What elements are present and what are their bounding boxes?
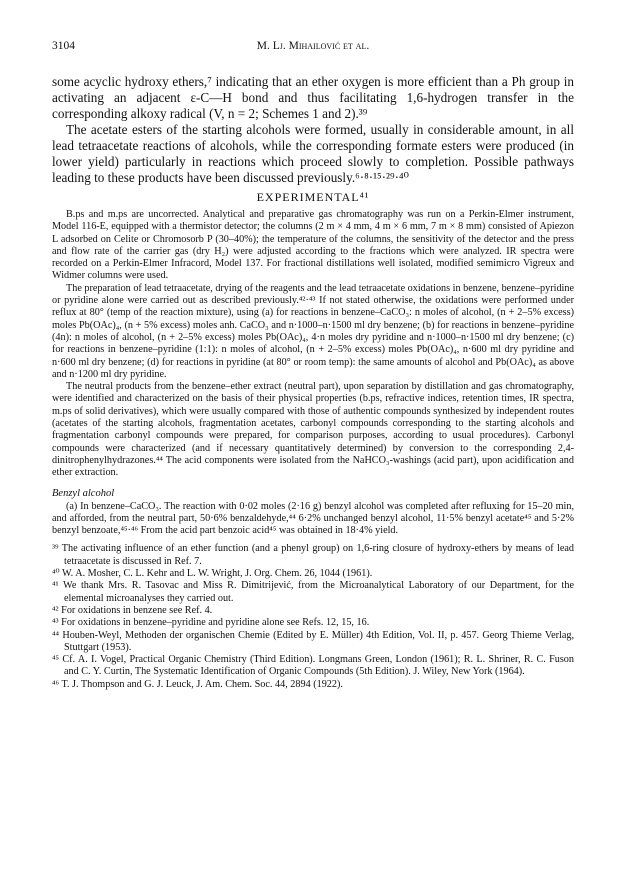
section-heading: EXPERIMENTAL⁴¹ [256, 190, 370, 204]
paragraph: The preparation of lead tetraacetate, drying of the reagents and the lead tetraacetate oxidations in benzene, benzene–pyridine or pyridine alone were carried out as described previously.⁴²·⁴³ If not stated otherwise, the oxidations were performed under reflux at 80° (temp of the reaction mixture), using (a) for reactions in benzene–CaCO₃: n moles of alcohol, (n + 2–5% excess) moles Pb(OAc)₄, (n + 5% excess) moles anh. CaCO₃ and n·1000–n·1500 ml dry benzene; (b) for reactions in benzene–pyridine (4n): n moles of alcohol, (n + 2–5% excess) moles Pb(OAc)₄, 4·n moles dry pyridine and n·1000–n·1500 ml dry benzene; (c) for reactions in benzene–pyridine (1:1): n moles of alcohol, (n + 2–5% excess) moles Pb(OAc)₄, n·600 ml dry pyridine and n·600 ml dry benzene; (d) for reactions in pyridine (at 80° or room temp): the same amounts of alcohol and Pb(OAc)₄ as above and n·1200 ml dry pyridine. [52, 282, 574, 380]
footnote: ⁴⁵ Cf. A. I. Vogel, Practical Organic Chemistry (Third Edition). Longmans Green, London (1961); R. L. Shriner, R. C. Fuson and C. Y. Curtin, The Systematic Identification of Organic Compounds (5th Edition). J. Wiley, New York (1964). [52, 654, 574, 678]
running-author: M. Lj. Mihailović et al. [256, 40, 370, 52]
footnote: ⁴¹ We thank Mrs. R. Tasovac and Miss R. Dimitrijević, from the Microanalytical Laboratory of our Department, for the elemental microanalyses they carried out. [52, 580, 574, 604]
experimental-section [52, 209, 574, 537]
footnote: ⁴⁴ Houben-Weyl, Methoden der organischen Chemie (Edited by E. Müller) 4th Edition, Vol. II, p. 457. Georg Thieme Verlag, Stuttgart (1953). [52, 629, 574, 653]
footnotes [52, 543, 574, 691]
footnote: ³⁹ The activating influence of an ether function (and a phenyl group) on 1,6-ring closure of hydroxy-ethers by means of lead tetraacetate is discussed in Ref. 7. [52, 543, 574, 567]
paragraph: The neutral products from the benzene–ether extract (neutral part), upon separation by distillation and gas chromatography, were identified and characterized on the basis of their physical properties (b.ps, refractive indices, retention times, IR spectra, m.ps of solid derivatives), which were usually compared with those of authentic compounds synthesized by independent routes (acetates of the starting alcohols, fragmentation acetates, carbonyl compounds corresponding to the starting alcohols and fragmentation carbonyl compounds were prepared, for comparison purposes, according to usual procedures). Carbonyl compounds were characterized (and if necessary quantitatively determined) by conversion to the corresponding 2,4-dinitrophenylhydrazones.⁴⁴ The acid components were isolated from the NaHCO₃-washings (acid part), upon acidification and ether extraction. [52, 381, 574, 479]
intro-text [52, 74, 574, 186]
footnote: ⁴⁶ T. J. Thompson and G. J. Leuck, J. Am. Chem. Soc. 44, 2894 (1922). [52, 678, 343, 690]
paragraph: B.ps and m.ps are uncorrected. Analytical and preparative gas chromatography was run on a Perkin-Elmer instrument, Model 116-E, equipped with a thermistor detector; the columns (2 m × 4 mm, 4 m × 6 mm, 7 m × 8 mm) consisted of Apiezon L adsorbed on Celite or Chromosorb P (30–40%); the temperature of the columns, the sensitivity of the detector and the press and flow rate of the carrier gas (dry H₂) were adjusted according to the fractions which were analyzed. IR spectra were recorded on a Perkin-Elmer Infracord, Model 137. For fractional distillations well isolated, modified semimicro Vigreux and Widmer columns were used. [52, 209, 574, 282]
paragraph: The acetate esters of the starting alcohols were formed, usually in considerable amount, in all lead tetraacetate reactions of alcohols, while the corresponding formate esters were produced (in lower yield) particularly in reactions which proceed slowly to completion. Possible pathways leading to these products have been discussed previously.⁶·⁸·¹⁵·²⁹·⁴⁰ [52, 122, 574, 185]
footnote: ⁴³ For oxidations in benzene–pyridine and pyridine alone see Refs. 12, 15, 16. [52, 617, 370, 629]
paragraph: (a) In benzene–CaCO₃. The reaction with 0·02 moles (2·16 g) benzyl alcohol was completed after refluxing for 15–20 min, and afforded, from the neutral part, 50·6% benzaldehyde,⁴⁴ 6·2% unchanged benzyl alcohol, 11·5% benzyl acetate⁴⁵ and 5·2% benzyl benzoate,⁴⁵·⁴⁶ From the acid part benzoic acid⁴⁵ was obtained in 18·4% yield. [52, 500, 574, 537]
footnote: ⁴² For oxidations in benzene see Ref. 4. [52, 604, 213, 616]
paragraph: some acyclic hydroxy ethers,⁷ indicating that an ether oxygen is more efficient than a Ph group in activating an adjacent ε-C—H bond and thus facilitating 1,6-hydrogen transfer in the corresponding alkoxy radical (V, n = 2; Schemes 1 and 2).³⁹ [52, 74, 574, 121]
subsection-heading: Benzyl alcohol [52, 487, 115, 499]
journal-page [52, 40, 574, 691]
page-number: 3104 [52, 40, 75, 52]
page-header [52, 40, 574, 56]
footnote: ⁴⁰ W. A. Mosher, C. L. Kehr and L. W. Wright, J. Org. Chem. 26, 1044 (1961). [52, 568, 373, 580]
